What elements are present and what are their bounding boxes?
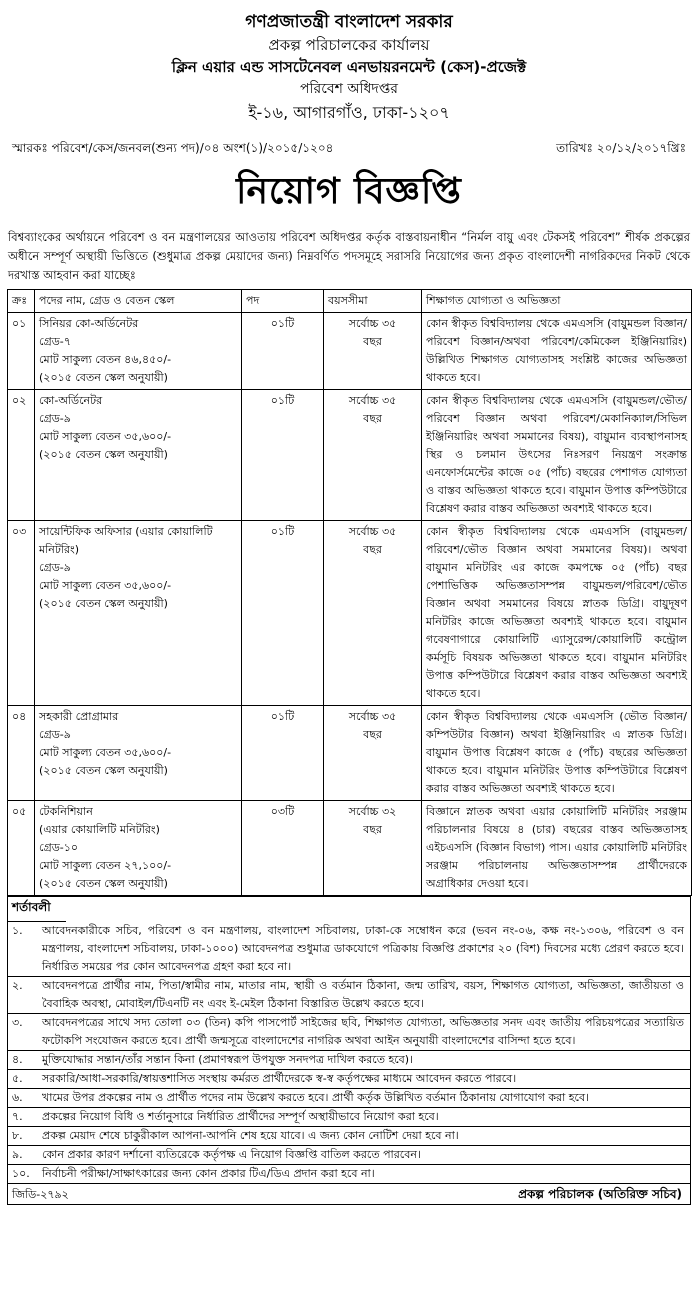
serial-cell: ০১	[8, 313, 35, 390]
term-text: আবেদনপত্রের সাথে সদ্য তোলা ০৩ (তিন) কপি পাসপোর্ট সাইজের ছবি, শিক্ষাগত যোগ্যতা, অভিজ্ঞতার সনদ এবং জাতীয় পরিচয়পত্রের সত্যায়িত ফটোকপি সংযোজন করতে হবে। প্রার্থী জন্মসূত্রে বাংলাদেশের নাগরিক অথবা আইন অনুযায়ী বাংলাদেশের বাসিন্দা হতে হবে।	[42, 1016, 684, 1047]
term-item	[8, 1165, 690, 1184]
post-salary: মোট সাকুল্য বেতন ৩৫,৬০০/-	[39, 746, 172, 759]
positions-table	[7, 289, 692, 896]
table-row	[8, 313, 692, 390]
age-cell	[324, 390, 422, 521]
table-row	[8, 801, 692, 896]
post-scale: (২০১৫ বেতন স্কেল অনুযায়ী)	[39, 764, 168, 777]
age-limit: সর্বোচ্চ ৩৫	[348, 317, 397, 330]
memo-line	[12, 132, 686, 162]
term-item	[8, 1108, 690, 1127]
term-number: ৩.	[12, 1016, 23, 1029]
count-cell: ০১টি	[242, 706, 324, 801]
post-scale: (২০১৫ বেতন স্কেল অনুযায়ী)	[39, 371, 168, 384]
term-text: প্রকল্প মেয়াদ শেষে চাকুরীকাল আপনা-আপনি শেষ হয়ে যাবে। এ জন্য কোন নোটিশ দেয়া হবে না।	[42, 1129, 459, 1142]
post-salary: মোট সাকুল্য বেতন ২৭,১০০/-	[39, 859, 172, 872]
intro-paragraph: বিশ্বব্যাংকের অর্থায়নে পরিবেশ ও বন মন্ত্রণালয়ের আওতায় পরিবেশ অধিদপ্তর কর্তৃক বাস্তবায়নাধীন “নির্মল বায়ু এবং টেকসই পরিবেশ” শীর্ষক প্রকল্পের অধীনে সম্পূর্ণ অস্থায়ী ভিত্তিতে (শুধুমাত্র প্রকল্প মেয়াদের জন্য) নিম্নবর্ণিত পদসমূহে সরাসরি নিয়োগের জন্য প্রকৃত বাংলাদেশী নাগরিকদের নিকট থেকে দরখাস্ত আহবান করা যাচ্ছেঃ	[8, 230, 690, 282]
memo-reference: স্মারকঃ পরিবেশ/কেস/জনবল(শুন্য পদ)/০৪ অংশ(১)/২০১৫/১২০৪	[12, 141, 334, 155]
post-grade: গ্রেড-৯	[39, 728, 71, 741]
term-text: সরকারি/আধা-সরকারি/স্বায়ত্তশাসিত সংস্থায় কর্মরত প্রার্থীদেরকে স্ব-স্ব কর্তৃপক্ষের মাধ্যমে আবেদন করতে পারবে।	[42, 1072, 517, 1085]
post-cell	[35, 313, 242, 390]
department-title: পরিবেশ অধিদপ্তর	[300, 81, 398, 97]
post-name: সায়েন্টিফিক অফিসার (এয়ার কোয়ালিটি মনিটরিং)	[39, 525, 213, 556]
serial-cell: ০৫	[8, 801, 35, 896]
term-text: কোন প্রকার কারণ দর্শানো ব্যতিরেকে কর্তৃপক্ষ এ নিয়োগ বিজ্ঞপ্তি বাতিল করতে পারবেন।	[42, 1148, 421, 1161]
term-number: ৮.	[12, 1129, 23, 1142]
table-row	[8, 521, 692, 706]
footer	[8, 1184, 690, 1204]
office-title: প্রকল্প পরিচালকের কার্যালয়	[268, 36, 430, 54]
header-age: বয়সসীমা	[324, 290, 422, 313]
term-item	[8, 1051, 690, 1070]
qualification-cell: কোন স্বীকৃত বিশ্ববিদ্যালয় থেকে এমএসসি (বায়ুমন্ডল/পরিবেশ/ভৌত বিজ্ঞান অথবা সমমানের বিষয়)। অথবা বায়ুমান মনিটরিং এর কাজে কমপক্ষে ০৫ (পাঁচ) বছর পেশাভিত্তিক অভিজ্ঞতাসম্পন্ন বায়ুমন্ডল/পরিবেশ/ভৌত বিজ্ঞান অথবা সমমানের বিষয়ে স্নাতক ডিগ্রি। বায়ুদূষণ মনিটরিং কাজে অভিজ্ঞতা অবশ্যই থাকতে হবে। বায়ুমান গবেষণাগারে কোয়ালিটি এ্যাসুরেন্স/কোয়ালিটি কন্ট্রোল কর্মসূচি বিষয়ক অভিজ্ঞতা থাকতে হবে। বায়ুমান মনিটরিং উপাত্ত কম্পিউটারে বিশ্লেষণ করার বাস্তব অভিজ্ঞতা অবশ্যই থাকতে হবে।	[422, 521, 692, 706]
post-grade: গ্রেড-৯	[39, 412, 71, 425]
qualification-cell: কোন স্বীকৃত বিশ্ববিদ্যালয় থেকে এমএসসি (ভৌত বিজ্ঞান/কম্পিউটার বিজ্ঞান) অথবা ইঞ্জিনিয়ারিং এ স্নাতক ডিগ্রি। বায়ুমান উপাত্ত বিশ্লেষণ কাজে ৫ (পাঁচ) বছরের অভিজ্ঞতা থাকতে হবে। বায়ুমান মনিটরিং উপাত্ত কম্পিউটারে বিশ্লেষণ করার বাস্তব অভিজ্ঞতা অবশ্যই থাকতে হবে।	[422, 706, 692, 801]
term-number: ৯.	[12, 1148, 23, 1161]
serial-cell: ০২	[8, 390, 35, 521]
term-item	[8, 1014, 690, 1051]
age-limit: সর্বোচ্চ ৩৫	[348, 710, 397, 723]
post-scale: (২০১৫ বেতন স্কেল অনুযায়ী)	[39, 448, 168, 461]
post-cell	[35, 706, 242, 801]
age-unit: বছর	[363, 412, 382, 425]
age-cell	[324, 706, 422, 801]
signer-designation: প্রকল্প পরিচালক (অতিরিক্ত সচিব)	[518, 1187, 682, 1201]
age-cell	[324, 801, 422, 896]
term-item	[8, 977, 690, 1014]
qualification-cell: কোন স্বীকৃত বিশ্ববিদ্যালয় থেকে এমএসসি (বায়ুমন্ডল বিজ্ঞান/পরিবেশ বিজ্ঞান/অথবা পরিবেশ/কেমিকেল ইঞ্জিনিয়ারিং) উল্লিখিত শিক্ষাগত যোগ্যতাসহ সংশ্লিষ্ট কাজের অভিজ্ঞতা থাকতে হবে।	[422, 313, 692, 390]
term-number: ৬.	[12, 1091, 23, 1104]
count-cell: ০৩টি	[242, 801, 324, 896]
term-number: ১০.	[12, 1167, 30, 1180]
post-grade: গ্রেড-৯	[39, 561, 71, 574]
post-name: কো-অর্ডিনেটর	[39, 394, 103, 407]
post-cell	[35, 521, 242, 706]
post-name: টেকনিশিয়ান	[39, 805, 93, 818]
post-scale: (২০১৫ বেতন স্কেল অনুযায়ী)	[39, 597, 168, 610]
post-salary: মোট সাকুল্য বেতন ৪৬,৪৫০/-	[39, 353, 172, 366]
term-item	[8, 1089, 690, 1108]
terms-heading: শর্তাবলী	[8, 897, 66, 922]
header-serial: ক্রঃ	[8, 290, 35, 313]
memo-date: তারিখঃ ২০/১২/২০১৭খ্রিঃ	[556, 141, 686, 155]
term-text: প্রকল্পের নিয়োগ বিধি ও শর্তানুসারে নির্ধারিত প্রার্থীদের সম্পূর্ণ অস্থায়ীভাবে নিয়োগ করা হবে।	[42, 1110, 439, 1123]
term-number: ১.	[12, 924, 23, 937]
post-salary: মোট সাকুল্য বেতন ৩৫,৬০০/-	[39, 579, 172, 592]
project-title: ক্লিন এয়ার এন্ড সাসটেনেবল এনভায়রনমেন্ট (কেস)-প্রজেক্ট	[171, 58, 527, 76]
notice-title: নিয়োগ বিজ্ঞপ্তি	[236, 171, 462, 212]
post-grade: গ্রেড-৭	[39, 335, 71, 348]
terms-section	[7, 896, 691, 1205]
post-name: সহকারী প্রোগ্রামার	[39, 710, 119, 723]
post-scale: (২০১৫ বেতন স্কেল অনুযায়ী)	[39, 877, 168, 890]
post-cell	[35, 390, 242, 521]
age-cell	[324, 521, 422, 706]
table-row	[8, 390, 692, 521]
post-cell	[35, 801, 242, 896]
address: ই-১৬, আগারগাঁও, ঢাকা-১২০৭	[248, 103, 450, 122]
term-text: আবেদনপত্রে প্রার্থীর নাম, পিতা/স্বামীর নাম, মাতার নাম, স্থায়ী ও বর্তমান ঠিকানা, জন্ম তারিখ, বয়স, শিক্ষাগত যোগ্যতা, অভিজ্ঞতা, জাতীয়তা ও বৈবাহিক অবস্থা, মোবাইল/টিএনটি নং এবং ই-মেইল ঠিকানা বিস্তারিত উল্লেখ করতে হবে।	[42, 979, 684, 1010]
term-item	[8, 1070, 690, 1089]
term-number: ৫.	[12, 1072, 23, 1085]
age-unit: বছর	[363, 335, 382, 348]
count-cell: ০১টি	[242, 313, 324, 390]
header-post: পদের নাম, গ্রেড ও বেতন স্কেল	[35, 290, 242, 313]
term-number: ৭.	[12, 1110, 23, 1123]
age-unit: বছর	[363, 728, 382, 741]
serial-cell: ০৩	[8, 521, 35, 706]
term-item	[8, 1127, 690, 1146]
table-header-row	[8, 290, 692, 313]
serial-cell: ০৪	[8, 706, 35, 801]
term-text: মুক্তিযোদ্ধার সন্তান/তাঁর সন্তান কিনা (প্রমাণস্বরূপ উপযুক্ত সনদপত্র দাখিল করতে হবে)।	[42, 1053, 414, 1066]
post-subtitle: (এয়ার কোয়ালিটি মনিটরিং)	[39, 823, 160, 836]
term-number: ২.	[12, 979, 23, 992]
term-text: নির্বাচনী পরীক্ষা/সাক্ষাৎকারের জন্য কোন প্রকার টিএ/ডিএ প্রদান করা হবে না।	[42, 1167, 375, 1180]
header-qualification: শিক্ষাগত যোগ্যতা ও অভিজ্ঞতা	[422, 290, 692, 313]
post-salary: মোট সাকুল্য বেতন ৩৫,৬০০/-	[39, 430, 172, 443]
gd-code: জিডি-২৭৯২	[12, 1188, 69, 1201]
term-text: খামের উপর প্রকল্পের নাম ও প্রার্থীত পদের নাম উল্লেখ করতে হবে। প্রার্থী কর্তৃক উল্লিখিত বর্তমান ঠিকানায় যোগাযোগ করা হবে।	[42, 1091, 590, 1104]
age-limit: সর্বোচ্চ ৩২	[348, 805, 397, 818]
age-limit: সর্বোচ্চ ৩৫	[348, 525, 397, 538]
qualification-cell: কোন স্বীকৃত বিশ্ববিদ্যালয় থেকে এমএসসি (বায়ুমন্ডল/ভৌত/পরিবেশ বিজ্ঞান অথবা পরিবেশ/মেকানিক্যাল/সিভিল ইঞ্জিনিয়ারিং অথবা সমমানের বিষয়), বায়ুমান ব্যবস্থাপনাসহ স্থির ও চলমান উৎসের নিঃসরণ নিয়ন্ত্রণ সংক্রান্ত এনফোর্সমেন্টের কাজে ০৫ (পাঁচ) বছরের পেশাগত যোগ্যতা ও বাস্তব অভিজ্ঞতা থাকতে হবে। বায়ুমান উপাত্ত কম্পিউটারে বিশ্লেষণ করার বাস্তব অভিজ্ঞতা অবশ্যই থাকতে হবে।	[422, 390, 692, 521]
letterhead	[0, 10, 698, 126]
age-cell	[324, 313, 422, 390]
count-cell: ০১টি	[242, 390, 324, 521]
term-item	[8, 1146, 690, 1165]
term-item	[8, 922, 690, 977]
table-row	[8, 706, 692, 801]
post-grade: গ্রেড-১০	[39, 841, 79, 854]
post-name: সিনিয়র কো-অর্ডিনেটর	[39, 317, 139, 330]
qualification-cell: বিজ্ঞানে স্নাতক অথবা এয়ার কোয়ালিটি মনিটরিং সরঞ্জাম পরিচালনার বিষয়ে ৪ (চার) বছরের বাস্তব অভিজ্ঞতাসহ এইচএসসি (বিজ্ঞান বিভাগ) পাস। এয়ার কোয়ালিটি মনিটরিং সরঞ্জাম পরিচালনায় অভিজ্ঞতাসম্পন্ন প্রার্থীদেরকে অগ্রাধিকার দেওয়া হবে।	[422, 801, 692, 896]
header-count: পদ	[242, 290, 324, 313]
age-unit: বছর	[363, 823, 382, 836]
age-unit: বছর	[363, 543, 382, 556]
count-cell: ০১টি	[242, 521, 324, 706]
term-number: ৪.	[12, 1053, 23, 1066]
age-limit: সর্বোচ্চ ৩৫	[348, 394, 397, 407]
government-title: গণপ্রজাতন্ত্রী বাংলাদেশ সরকার	[245, 12, 453, 32]
term-text: আবেদনকারীকে সচিব, পরিবেশ ও বন মন্ত্রণালয়, বাংলাদেশ সচিবালয়, ঢাকা-কে সম্বোধন করে (ভবন নং-০৬, কক্ষ নং-১৩০৬, পরিবেশ ও বন মন্ত্রণালয়, বাংলাদেশ সচিবালয়, ঢাকা-১০০০) আবেদনপত্র শুধুমাত্র ডাকযোগে পত্রিকায় বিজ্ঞপ্তি প্রকাশের ২০ (বিশ) দিবসের মধ্যে প্রেরণ করতে হবে। নির্ধারিত সময়ের পর কোন আবেদনপত্র গ্রহণ করা হবে না।	[42, 924, 684, 973]
